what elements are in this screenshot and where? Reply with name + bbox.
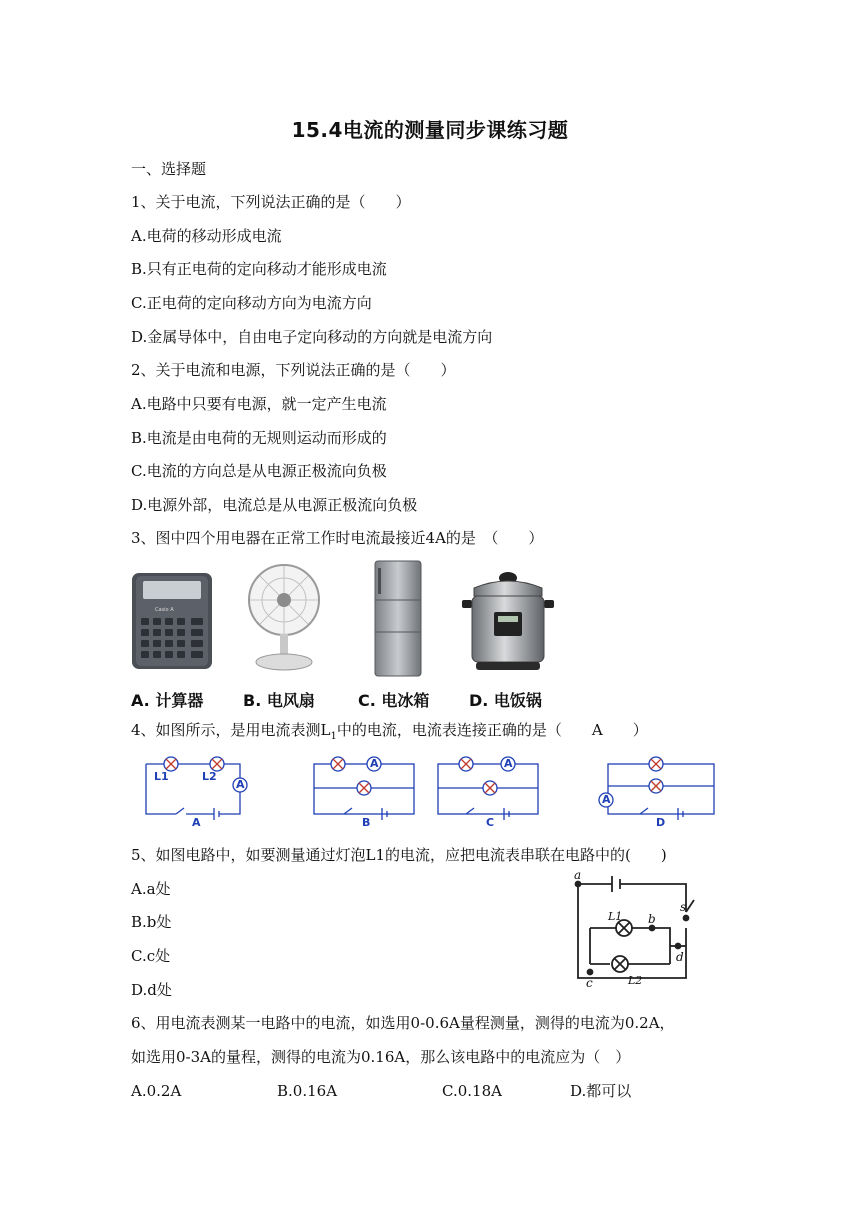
q5-label-l2: L2 [628, 974, 643, 987]
calculator-image [131, 572, 213, 670]
q4-stem: 4、如图所示，是用电流表测$L_1$中的电流，电流表连接正确的是（ A ） [131, 721, 648, 742]
circuit-d [592, 756, 720, 829]
q6-option-b: B.0.16A [277, 1082, 338, 1100]
q6-stem-line2: 如选用0-3A的量程，测得的电流为0.16A，那么该电路中的电流应为（ ） [131, 1048, 631, 1066]
circuit-a [140, 756, 264, 829]
q1-option-b: B.只有正电荷的定向移动才能形成电流 [131, 260, 387, 278]
circuit-b-meter: A [370, 757, 379, 770]
q5-option-a: A.a处 [131, 880, 171, 898]
q2-option-b: B.电流是由电荷的无规则运动而形成的 [131, 429, 387, 447]
fridge-image [372, 560, 424, 678]
q5-option-d: D.d处 [131, 981, 172, 999]
q5-option-c: C.c处 [131, 947, 171, 965]
q2-option-d: D.电源外部，电流总是从电源正极流向负极 [131, 496, 418, 514]
q6-option-c: C.0.18A [442, 1082, 502, 1100]
rice-cooker-image [460, 566, 556, 674]
q5-stem: 5、如图电路中，如要测量通过灯泡L1的电流，应把电流表串联在电路中的( ) [131, 846, 667, 864]
circuit-b-label: B [362, 816, 371, 829]
q3-label-b: B. 电风扇 [243, 691, 315, 710]
q5-option-b: B.b处 [131, 913, 172, 931]
q6-option-a: A.0.2A [131, 1082, 182, 1100]
circuit-c [432, 756, 544, 829]
q5-label-s: s [680, 900, 687, 914]
circuit-a-l2: L2 [202, 770, 217, 783]
q3-label-c: C. 电冰箱 [358, 691, 430, 710]
q3-stem: 3、图中四个用电器在正常工作时电流最接近4A的是 （ ） [131, 529, 544, 547]
q6-stem-line1: 6、用电流表测某一电路中的电流，如选用0-0.6A量程测量，测得的电流为0.2A， [131, 1014, 675, 1032]
circuit-b [308, 756, 420, 829]
q2-option-c: C.电流的方向总是从电源正极流向负极 [131, 462, 387, 480]
circuit-a-l1: L1 [154, 770, 169, 783]
q1-option-a: A.电荷的移动形成电流 [131, 227, 282, 245]
circuit-c-meter: A [504, 757, 513, 770]
page-title: 15.4电流的测量同步课练习题 [291, 118, 569, 142]
circuit-d-label: D [656, 816, 666, 829]
q3-label-d: D. 电饭锅 [469, 691, 542, 710]
q3-label-a: A. 计算器 [131, 691, 204, 710]
circuit-d-meter: A [602, 793, 611, 806]
q2-option-a: A.电路中只要有电源，就一定产生电流 [131, 395, 387, 413]
circuit-c-label: C [486, 816, 495, 829]
q1-stem: 1、关于电流，下列说法正确的是（ ） [131, 193, 411, 211]
q1-option-d: D.金属导体中，自由电子定向移动的方向就是电流方向 [131, 328, 493, 346]
calculator-brand: Casio A [155, 607, 174, 613]
q5-circuit-diagram [556, 868, 706, 990]
q5-label-d: d [676, 950, 684, 964]
section-heading: 一、选择题 [131, 160, 207, 178]
q5-label-c: c [586, 976, 593, 990]
fan-image [240, 562, 328, 674]
q6-option-d: D.都可以 [570, 1082, 632, 1100]
circuit-a-meter: A [236, 778, 245, 791]
circuit-a-label: A [192, 816, 201, 829]
q2-stem: 2、关于电流和电源，下列说法正确的是（ ） [131, 361, 456, 379]
q5-label-a: a [574, 868, 582, 882]
q1-option-c: C.正电荷的定向移动方向为电流方向 [131, 294, 372, 312]
q5-label-b: b [648, 912, 656, 926]
q5-label-l1: L1 [608, 910, 623, 923]
